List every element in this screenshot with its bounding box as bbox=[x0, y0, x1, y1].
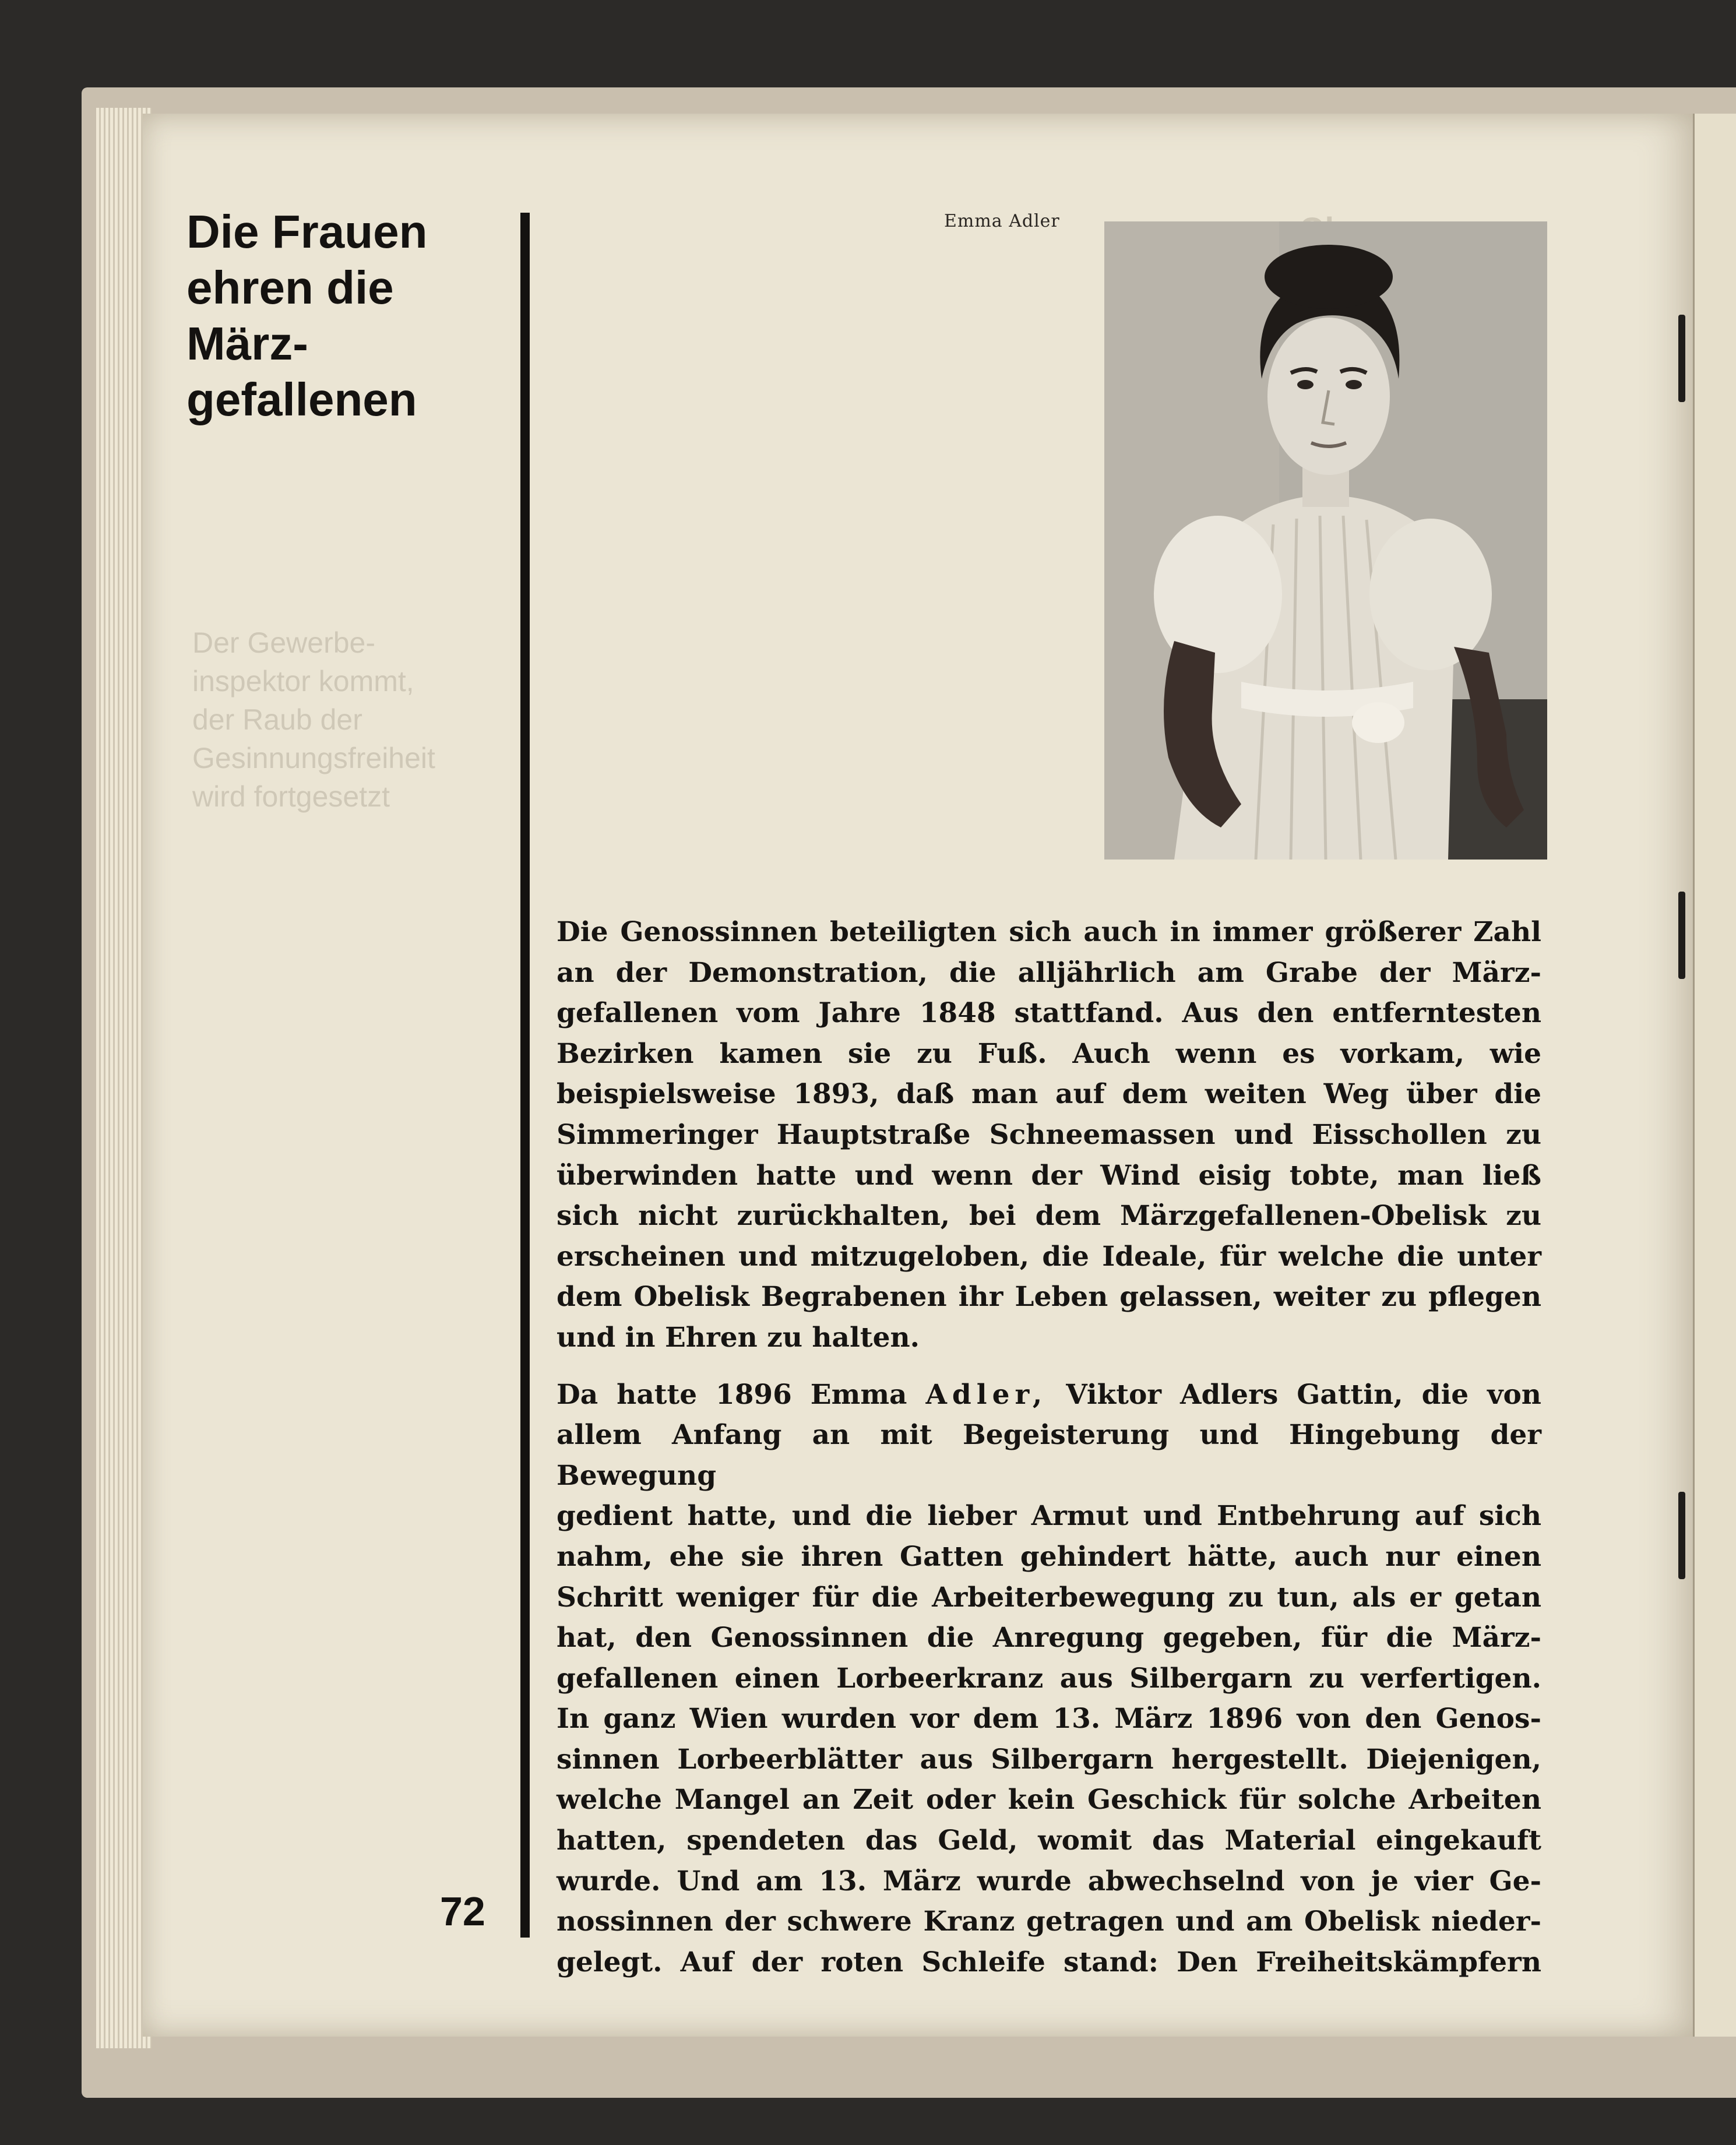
text-line bbox=[557, 1375, 1541, 1415]
text-line: gelegt. Auf der roten Schleife stand: Den Freiheitskämpfern bbox=[557, 1946, 1541, 1978]
text-line: dem Obelisk Begrabenen ihr Leben gelassen, weiter zu pflegen bbox=[557, 1281, 1541, 1313]
text-line: gedient hatte, und die lieber Armut und Entbehrung auf sich bbox=[557, 1500, 1541, 1533]
text-fragment: Viktor Adlers Gattin, die von bbox=[1066, 1378, 1541, 1411]
text-line: erscheinen und mitzugeloben, die Ideale, für welche die unter bbox=[557, 1240, 1541, 1273]
text-line: nahm, ehe sie ihren Gatten gehindert hätte, auch nur einen bbox=[557, 1540, 1541, 1573]
heading-line: ehren die bbox=[186, 262, 394, 314]
heading-line: gefallenen bbox=[186, 374, 417, 425]
text-line: Bezirken kamen sie zu Fuß. Auch wenn es vorkam, wie bbox=[557, 1037, 1541, 1070]
vertical-rule bbox=[520, 213, 530, 1938]
page-tab-marker bbox=[1678, 892, 1685, 979]
paragraph bbox=[557, 912, 1541, 1358]
portrait-photo bbox=[1104, 221, 1547, 860]
text-line: welche Mangel an Zeit oder kein Geschick für solche Arbeiten bbox=[557, 1784, 1541, 1816]
text-line: hatten, spendeten das Geld, womit das Material eingekauft bbox=[557, 1825, 1541, 1857]
text-line: In ganz Wien wurden vor dem 13. März 1896 von den Genos- bbox=[557, 1703, 1541, 1735]
text-line: sinnen Lorbeerblätter aus Silbergarn hergestellt. Diejenigen, bbox=[557, 1743, 1541, 1776]
text-line: und in Ehren zu halten. bbox=[557, 1321, 920, 1354]
text-line: hat, den Genossinnen die Anregung gegeben, für die März- bbox=[557, 1622, 1541, 1654]
text-line: Simmeringer Hauptstraße Schneemassen und Eisschollen zu bbox=[557, 1118, 1541, 1151]
heading-line: März- bbox=[186, 318, 308, 369]
text-line: allem Anfang an mit Begeisterung und Hingebung der Bewegung bbox=[557, 1419, 1541, 1492]
body-text bbox=[557, 912, 1541, 1982]
text-line: wurde. Und am 13. März wurde abwechselnd von je vier Ge- bbox=[557, 1865, 1541, 1897]
photo-caption: Emma Adler bbox=[944, 211, 1060, 231]
bleed-through-text-left: Der Gewerbe- inspektor kommt, der Raub der Gesinnungsfreiheit wird fortgesetzt bbox=[192, 626, 435, 813]
next-page-edge bbox=[1693, 114, 1736, 2037]
paragraph bbox=[557, 1375, 1541, 1983]
heading-line: Die Frauen bbox=[186, 206, 428, 258]
text-line: nossinnen der schwere Kranz getragen und am Obelisk nieder- bbox=[557, 1906, 1541, 1938]
text-fragment: Da hatte 1896 Emma bbox=[557, 1378, 907, 1411]
page-tab-marker bbox=[1678, 315, 1685, 402]
text-line: beispielsweise 1893, daß man auf dem weiten Weg über die bbox=[557, 1078, 1541, 1111]
text-line: sich nicht zurückhalten, bei dem Märzgefallenen-Obelisk zu bbox=[557, 1200, 1541, 1232]
chapter-heading bbox=[186, 204, 513, 428]
spaced-name: Adler, bbox=[925, 1378, 1048, 1411]
text-line: gefallenen vom Jahre 1848 stattfand. Aus den entferntesten bbox=[557, 997, 1541, 1030]
text-line: Die Genossinnen beteiligten sich auch in immer größerer Zahl bbox=[557, 916, 1541, 948]
page-tab-marker bbox=[1678, 1492, 1685, 1579]
text-line: gefallenen einen Lorbeerkranz aus Silbergarn zu verfertigen. bbox=[557, 1662, 1541, 1695]
text-line: überwinden hatte und wenn der Wind eisig tobte, man ließ bbox=[557, 1159, 1541, 1192]
page-number: 72 bbox=[440, 1889, 485, 1934]
text-line: an der Demonstration, die alljährlich am Grabe der März- bbox=[557, 956, 1541, 989]
text-line: Schritt weniger für die Arbeiterbewegung zu tun, als er getan bbox=[557, 1581, 1541, 1614]
